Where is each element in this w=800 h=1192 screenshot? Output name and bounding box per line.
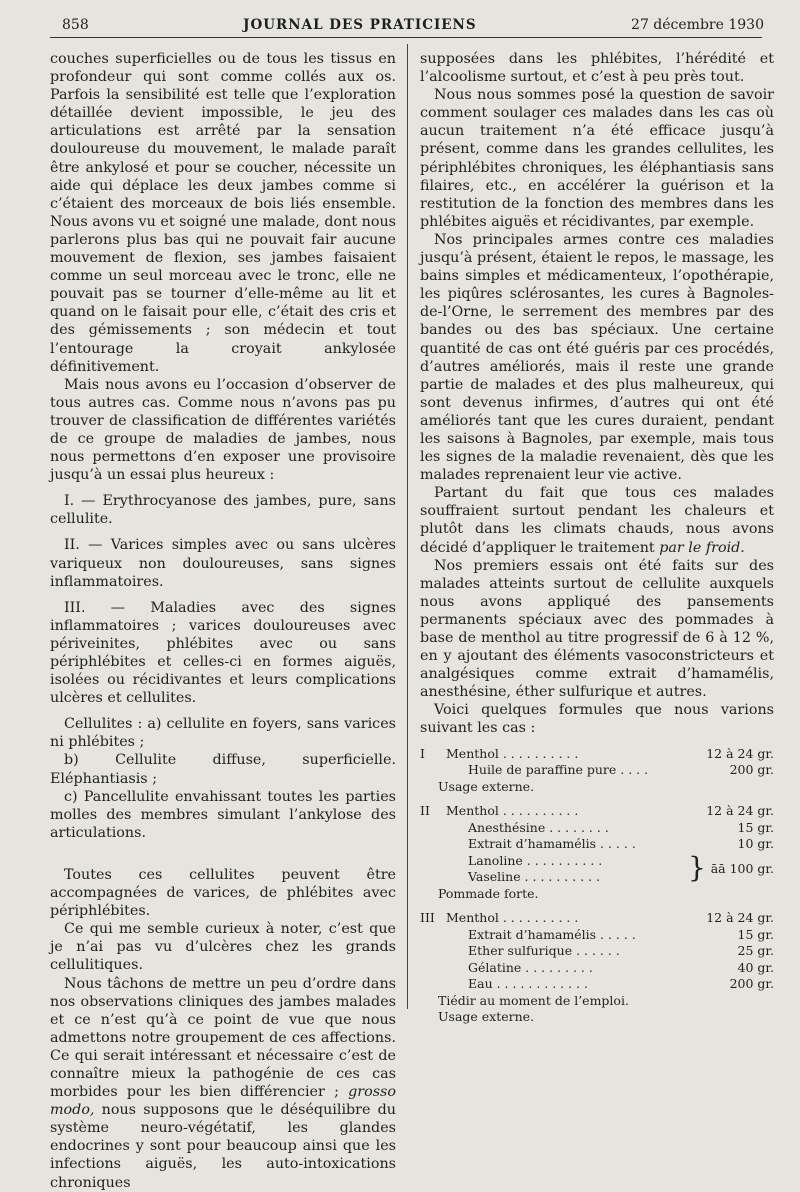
- formula-1: [420, 746, 774, 796]
- column-divider: [407, 44, 408, 1009]
- brace-group: [420, 850, 774, 886]
- ingredient-qty: 12 à 24 gr.: [706, 910, 774, 926]
- formula-3: [420, 910, 774, 1026]
- ingredient-qty: 12 à 24 gr.: [706, 745, 774, 761]
- left-column: [50, 50, 396, 1192]
- ingredient-name: Gélatine . . . . . . . . .: [468, 959, 593, 975]
- page-number: 858: [62, 17, 89, 33]
- cellulite-b: b) Cellulite diffuse, superficielle. Eléphantiasis ;: [50, 752, 396, 787]
- right-column: [420, 50, 774, 1026]
- ingredient-qty: 15 gr.: [737, 926, 774, 942]
- ingredient-name: Extrait d’hamamélis . . . . .: [468, 836, 636, 852]
- paragraph: couches superficielles ou de tous les tissus en profondeur qui sont comme collés aux os. Parfois la sensibilité est telle que l’exploration détaillée devient impossible, le jeu des articulations est arrêté par la sensation douloureuse du mouvement, le malade paraît être ankylosé et pour se coucher, nécessite un aide qui déplace les deux jambes comme si c’étaient des morceaux de bois liés ensemble. Nous avons vu et soigné une malade, dont nous parlerons plus bas qui ne pouvait fair aucune mouvement de flexion, ses jambes faisaient comme un seul morceau avec le tronc, elle ne pouvait pas se tourner d’elle-même au lit et quand on le faisait pour elle, c’était des cris et des gémissements ; son médecin et tout l’entourage la croyait ankylosée définitivement.: [50, 51, 396, 375]
- formula-number: I: [420, 745, 425, 761]
- cellulite-a: Cellulites : a) cellulite en foyers, sans varices ni phlébites ;: [50, 716, 396, 751]
- paragraph: Mais nous avons eu l’occasion d’observer de tous autres cas. Comme nous n’avons pas pu trouver de classification de différentes variétés de ce groupe de maladies de jambes, nous nous permettons d’en exposer une provisoire jusqu’à un essai plus heureux :: [50, 376, 396, 484]
- paragraph: Partant du fait que tous ces malades souffraient surtout pendant les chaleurs et plutôt dans les climats chauds, nous avons décidé d’appliquer le traitement par le froid.: [420, 485, 774, 556]
- ingredient-name: Menthol . . . . . . . . . .: [446, 803, 579, 819]
- ingredient-name: Huile de paraffine pure . . . .: [468, 762, 649, 778]
- formula-2: [420, 803, 774, 902]
- paragraph: Nous nous sommes posé la question de savoir comment soulager ces malades dans les cas où aucun traitement n’a été efficace jusqu’à présent, comme dans les grandes cellulites, les périphlébites chroniques, les éléphantiasis sans filaires, etc., en accélérer la guérison et la restitution de la fonction des membres dans les phlébites aiguës et récidivantes, par exemple.: [420, 87, 774, 230]
- ingredient-qty: āā 100 gr.: [710, 860, 774, 876]
- ingredient-name: Anesthésine . . . . . . . .: [468, 819, 609, 835]
- ingredient-qty: 10 gr.: [737, 836, 774, 852]
- ingredient-name: Ether sulfurique . . . . . .: [468, 943, 620, 959]
- journal-title: JOURNAL DES PRATICIENS: [243, 17, 477, 33]
- classification-item-2: II. — Varices simples avec ou sans ulcères variqueux non douloureuses, sans signes inflammatoires.: [50, 537, 396, 590]
- formula-note: Usage externe.: [438, 1009, 535, 1025]
- ingredient-name: Menthol . . . . . . . . . .: [446, 910, 579, 926]
- paragraph: supposées dans les phlébites, l’hérédité et l’alcoolisme surtout, et c’est à peu près tout.: [420, 51, 774, 86]
- ingredient-qty: 15 gr.: [737, 819, 774, 835]
- ingredient-qty: 40 gr.: [737, 959, 774, 975]
- formula-note: Pommade forte.: [438, 885, 539, 901]
- formula-number: III: [420, 910, 435, 926]
- ingredient-qty: 12 à 24 gr.: [706, 803, 774, 819]
- cellulite-c: c) Pancellulite envahissant toutes les parties molles des membres simulant l’ankylose des articulations.: [50, 788, 396, 841]
- formula-note: Usage externe.: [438, 778, 535, 794]
- classification-item-1: I. — Erythrocyanose des jambes, pure, sans cellulite.: [50, 493, 396, 528]
- paragraph: Nos premiers essais ont été faits sur des malades atteints surtout de cellulite auxquels nous avons appliqué des pansements permanents spéciaux avec des pommades à base de menthol au titre progressif de 6 à 12 %, en y ajoutant des éléments vasoconstricteurs et analgésiques comme extrait d’hamamélis, anesthésine, éther sulfurique et autres.: [420, 557, 774, 701]
- page-header: [62, 14, 764, 36]
- ingredient-name: Vaseline . . . . . . . . . .: [468, 869, 601, 885]
- formula-note: Tiédir au moment de l’emploi.: [438, 992, 629, 1008]
- formula-number: II: [420, 803, 430, 819]
- ingredient-name: Eau . . . . . . . . . . . .: [468, 976, 588, 992]
- paragraph: Voici quelques formules que nous varions suivant les cas :: [420, 702, 774, 737]
- header-rule: [50, 37, 762, 38]
- brace-symbol: }: [688, 850, 706, 884]
- paragraph: Nos principales armes contre ces maladies jusqu’à présent, étaient le repos, le massage, les bains simples et médicamenteux, l’opothérapie, les piqûres sclérosantes, les cures à Bagnoles-de-l’Orne, le serrement des membres par des bandes ou des bas spéciaux. Une certaine quantité de cas ont été guéris par ces procédés, d’autres améliorés, mais il reste une grande partie de malades et des plus malheureux, qui sont devenus infirmes, d’autres qui ont été améliorés tant que les cures duraient, pendant les saisons à Bagnoles, par exemple, mais tous les signes de la maladie revenaient, dès que les malades reprenaient leur vie active.: [420, 231, 774, 484]
- paragraph: Nous tâchons de mettre un peu d’ordre dans nos observations cliniques des jambes malades et ce n’est qu’à ce point de vue que nous admettons notre groupement de ces affections. Ce qui serait intéressant et nécessaire c’est de connaître mieux la pathogénie de ces cas morbides pour les bien différencier ; grosso modo, nous supposons que le déséquilibre du système neuro-végétatif, les glandes endocrines y sont pour beaucoup ainsi que les infections aiguës, les auto-intoxications chroniques: [50, 975, 397, 1191]
- classification-item-3: III. — Maladies avec des signes inflammatoires ; varices douloureuses avec périveinites, phlébites avec ou sans périphlébites et celles-ci en formes aiguës, isolées ou récidivantes et leurs complications ulcères et cellulites.: [50, 599, 396, 707]
- ingredient-qty: 25 gr.: [737, 943, 774, 959]
- ingredient-name: Extrait d’hamamélis . . . . .: [468, 926, 636, 942]
- ingredient-name: Lanoline . . . . . . . . . .: [468, 852, 603, 868]
- issue-date: 27 décembre 1930: [631, 17, 764, 33]
- paragraph: Ce qui me semble curieux à noter, c’est que je n’ai pas vu d’ulcères chez les grands cellulitiques.: [50, 921, 396, 974]
- ingredient-qty: 200 gr.: [729, 976, 774, 992]
- ingredient-qty: 200 gr.: [729, 762, 774, 778]
- paragraph: Toutes ces cellulites peuvent être accompagnées de varices, de phlébites avec périphlébites.: [50, 866, 396, 920]
- ingredient-name: Menthol . . . . . . . . . .: [446, 745, 579, 761]
